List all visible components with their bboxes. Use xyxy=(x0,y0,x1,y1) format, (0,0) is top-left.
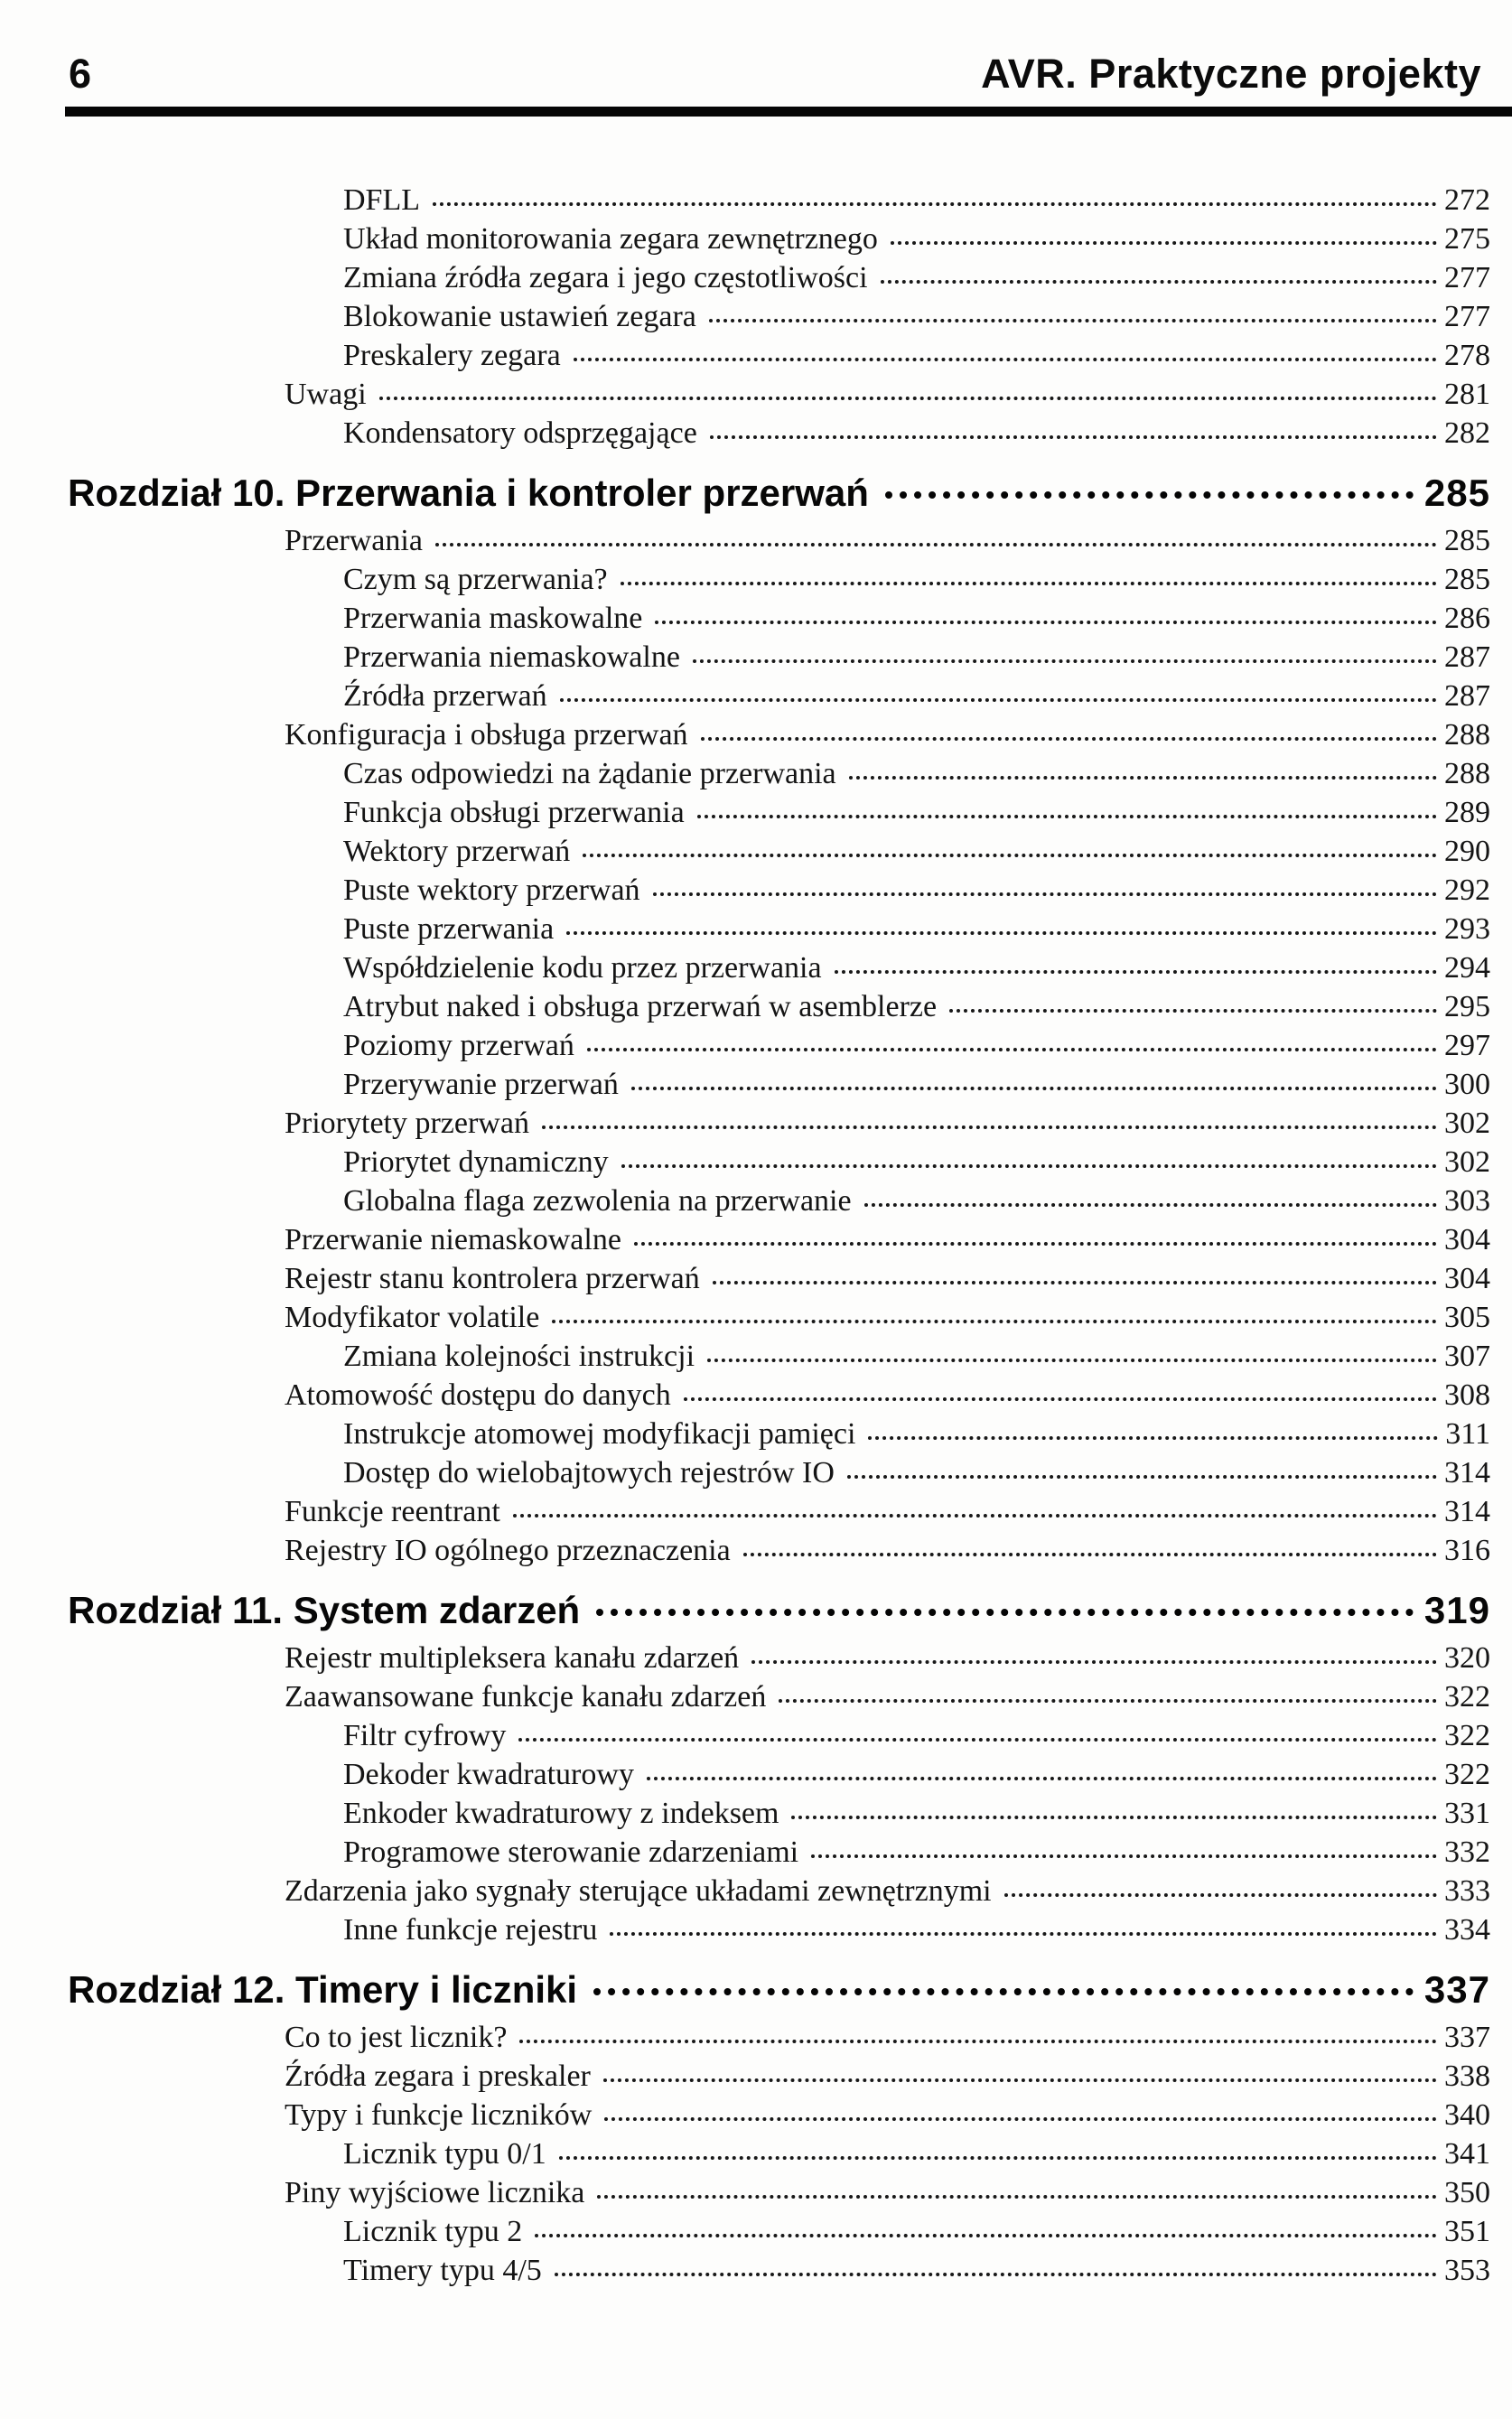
entry-title: Przerwania niemaskowalne xyxy=(343,640,680,674)
toc-entry-row xyxy=(0,2212,1490,2251)
toc-entry-row xyxy=(0,1181,1490,1220)
entry-page-number: 277 xyxy=(1444,261,1490,294)
entry-title: Globalna flaga zezwolenia na przerwanie xyxy=(343,1184,852,1218)
toc-entry-row xyxy=(0,832,1490,871)
entry-page-number: 337 xyxy=(1444,2021,1490,2054)
entry-title: Instrukcje atomowej modyfikacji pamięci xyxy=(343,1417,856,1451)
table-of-contents xyxy=(0,181,1490,2290)
toc-entry-row xyxy=(0,1492,1490,1531)
entry-title: Czas odpowiedzi na żądanie przerwania xyxy=(343,757,836,790)
entry-page-number: 285 xyxy=(1444,524,1490,557)
entry-page-number: 285 xyxy=(1444,563,1490,596)
dot-leader xyxy=(847,1475,1437,1479)
toc-entry-row xyxy=(0,2251,1490,2290)
toc-entry-row xyxy=(0,987,1490,1026)
toc-entry-row xyxy=(0,560,1490,599)
toc-entry-row xyxy=(0,677,1490,715)
dot-leader xyxy=(519,2040,1437,2043)
entry-title: Modyfikator volatile xyxy=(285,1301,540,1334)
dot-leader xyxy=(713,1281,1437,1284)
entry-page-number: 278 xyxy=(1444,339,1490,372)
toc-entry-row xyxy=(0,2057,1490,2096)
dot-leader xyxy=(811,1854,1437,1858)
dot-leader xyxy=(555,2273,1437,2276)
entry-title: Preskalery zegara xyxy=(343,339,561,372)
entry-title: Typy i funkcje liczników xyxy=(285,2098,593,2132)
toc-entry-row xyxy=(0,1453,1490,1492)
entry-title: Czym są przerwania? xyxy=(343,563,608,596)
toc-entry-row xyxy=(0,871,1490,910)
entry-page-number: 311 xyxy=(1445,1417,1490,1451)
toc-entry-row xyxy=(0,1143,1490,1181)
entry-title: Źródła zegara i preskaler xyxy=(285,2059,591,2093)
entry-title: Uwagi xyxy=(285,378,367,411)
entry-title: Timery typu 4/5 xyxy=(343,2254,542,2287)
page-header xyxy=(69,51,1481,98)
entry-page-number: 314 xyxy=(1444,1495,1490,1528)
toc-entry-row xyxy=(0,1104,1490,1143)
entry-page-number: 292 xyxy=(1444,873,1490,907)
toc-entry-row xyxy=(0,1677,1490,1716)
entry-title: Inne funkcje rejestru xyxy=(343,1913,598,1947)
entry-page-number: 340 xyxy=(1444,2098,1490,2132)
dot-leader xyxy=(710,435,1437,439)
entry-page-number: 316 xyxy=(1444,1534,1490,1567)
toc-entry-row xyxy=(0,793,1490,832)
dot-leader xyxy=(631,1087,1437,1090)
toc-chapter-row xyxy=(0,1590,1490,1631)
dot-leader xyxy=(552,1320,1437,1323)
dot-leader xyxy=(596,1609,1414,1616)
chapter-title: Rozdział 12. Timery i liczniki xyxy=(68,1968,578,2011)
toc-entry-row xyxy=(0,1794,1490,1833)
entry-page-number: 302 xyxy=(1444,1145,1490,1179)
entry-title: Licznik typu 0/1 xyxy=(343,2137,546,2171)
entry-page-number: 277 xyxy=(1444,300,1490,333)
toc-entry-row xyxy=(0,599,1490,638)
entry-page-number: 332 xyxy=(1444,1835,1490,1869)
toc-entry-row xyxy=(0,1755,1490,1794)
entry-title: Atomowość dostępu do danych xyxy=(285,1378,671,1412)
toc-entry-row xyxy=(0,258,1490,297)
dot-leader xyxy=(604,2117,1437,2121)
toc-entry-row xyxy=(0,1833,1490,1872)
toc-entry-row xyxy=(0,1872,1490,1910)
header-rule xyxy=(65,107,1512,117)
dot-leader xyxy=(597,2195,1437,2199)
dot-leader xyxy=(864,1203,1437,1207)
entry-page-number: 331 xyxy=(1444,1797,1490,1830)
chapter-title: Rozdział 10. Przerwania i kontroler przerwań xyxy=(68,472,869,514)
entry-title: Funkcja obsługi przerwania xyxy=(343,796,685,829)
entry-title: Enkoder kwadraturowy z indeksem xyxy=(343,1797,779,1830)
entry-page-number: 303 xyxy=(1444,1184,1490,1218)
toc-entry-row xyxy=(0,1298,1490,1337)
dot-leader xyxy=(603,2078,1437,2082)
dot-leader xyxy=(647,1777,1437,1780)
entry-page-number: 281 xyxy=(1444,378,1490,411)
entry-page-number: 341 xyxy=(1444,2137,1490,2171)
entry-title: Zmiana kolejności instrukcji xyxy=(343,1340,695,1373)
dot-leader xyxy=(891,241,1437,245)
toc-entry-row xyxy=(0,1716,1490,1755)
entry-title: Atrybut naked i obsługa przerwań w asemblerze xyxy=(343,990,938,1023)
dot-leader xyxy=(518,1738,1437,1742)
entry-title: Konfiguracja i obsługa przerwań xyxy=(285,718,688,752)
entry-page-number: 288 xyxy=(1444,757,1490,790)
entry-page-number: 307 xyxy=(1444,1340,1490,1373)
entry-title: Zaawansowane funkcje kanału zdarzeń xyxy=(285,1680,767,1714)
entry-page-number: 290 xyxy=(1444,835,1490,868)
dot-leader xyxy=(751,1660,1437,1664)
dot-leader xyxy=(701,737,1437,741)
entry-title: Współdzielenie kodu przez przerwania xyxy=(343,951,822,985)
dot-leader xyxy=(849,776,1437,780)
entry-title: DFLL xyxy=(343,183,420,217)
toc-chapter-row xyxy=(0,472,1490,514)
entry-title: Przerwania xyxy=(285,524,423,557)
dot-leader xyxy=(610,1932,1437,1936)
entry-page-number: 282 xyxy=(1444,416,1490,450)
entry-title: Przerwania maskowalne xyxy=(343,602,643,635)
dot-leader xyxy=(560,698,1437,702)
entry-title: Priorytet dynamiczny xyxy=(343,1145,609,1179)
dot-leader xyxy=(621,1164,1437,1168)
toc-entry-row xyxy=(0,2018,1490,2057)
dot-leader xyxy=(542,1125,1437,1129)
chapter-page-number: 337 xyxy=(1423,1968,1490,2011)
entry-title: Filtr cyfrowy xyxy=(343,1719,507,1752)
dot-leader xyxy=(566,931,1437,935)
toc-entry-row xyxy=(0,754,1490,793)
dot-leader xyxy=(697,815,1437,818)
chapter-title: Rozdział 11. System zdarzeń xyxy=(68,1589,581,1631)
entry-page-number: 350 xyxy=(1444,2176,1490,2209)
entry-title: Rejestry IO ogólnego przeznaczenia xyxy=(285,1534,731,1567)
dot-leader xyxy=(435,543,1437,546)
toc-entry-row xyxy=(0,2173,1490,2212)
dot-leader xyxy=(885,491,1414,499)
entry-page-number: 295 xyxy=(1444,990,1490,1023)
entry-title: Funkcje reentrant xyxy=(285,1495,500,1528)
entry-page-number: 333 xyxy=(1444,1874,1490,1908)
entry-title: Piny wyjściowe licznika xyxy=(285,2176,585,2209)
toc-entry-row xyxy=(0,1376,1490,1415)
entry-page-number: 320 xyxy=(1444,1641,1490,1675)
entry-page-number: 293 xyxy=(1444,912,1490,946)
dot-leader xyxy=(868,1436,1438,1440)
toc-entry-row xyxy=(0,948,1490,987)
dot-leader xyxy=(684,1397,1437,1401)
toc-entry-row xyxy=(0,910,1490,948)
toc-entry-row xyxy=(0,1259,1490,1298)
dot-leader xyxy=(949,1009,1437,1013)
toc-entry-row xyxy=(0,1531,1490,1570)
dot-leader xyxy=(379,397,1437,400)
toc-entry-row xyxy=(0,1220,1490,1259)
entry-page-number: 308 xyxy=(1444,1378,1490,1412)
dot-leader xyxy=(791,1816,1437,1819)
toc-entry-row xyxy=(0,1065,1490,1104)
entry-page-number: 300 xyxy=(1444,1068,1490,1101)
entry-page-number: 305 xyxy=(1444,1301,1490,1334)
toc-entry-row xyxy=(0,715,1490,754)
entry-page-number: 322 xyxy=(1444,1758,1490,1791)
toc-entry-row xyxy=(0,414,1490,453)
entry-title: Przerywanie przerwań xyxy=(343,1068,619,1101)
toc-entry-row xyxy=(0,1026,1490,1065)
entry-title: Przerwanie niemaskowalne xyxy=(285,1223,621,1256)
toc-entry-row xyxy=(0,2096,1490,2134)
toc-entry-row xyxy=(0,336,1490,375)
page-number: 6 xyxy=(69,51,92,97)
entry-page-number: 353 xyxy=(1444,2254,1490,2287)
entry-page-number: 287 xyxy=(1444,679,1490,713)
entry-page-number: 304 xyxy=(1444,1223,1490,1256)
entry-page-number: 314 xyxy=(1444,1456,1490,1490)
dot-leader xyxy=(653,892,1437,896)
toc-entry-row xyxy=(0,375,1490,414)
toc-entry-row xyxy=(0,1639,1490,1677)
toc-entry-row xyxy=(0,2134,1490,2173)
entry-title: Programowe sterowanie zdarzeniami xyxy=(343,1835,799,1869)
entry-page-number: 334 xyxy=(1444,1913,1490,1947)
entry-title: Dostęp do wielobajtowych rejestrów IO xyxy=(343,1456,835,1490)
entry-page-number: 322 xyxy=(1444,1680,1490,1714)
dot-leader xyxy=(513,1514,1437,1518)
dot-leader xyxy=(574,358,1437,361)
entry-title: Źródła przerwań xyxy=(343,679,547,713)
dot-leader xyxy=(433,202,1437,206)
entry-title: Priorytety przerwań xyxy=(285,1107,529,1140)
dot-leader xyxy=(779,1699,1437,1703)
entry-title: Co to jest licznik? xyxy=(285,2021,508,2054)
dot-leader xyxy=(655,621,1437,624)
toc-entry-row xyxy=(0,1415,1490,1453)
entry-title: Licznik typu 2 xyxy=(343,2215,523,2248)
toc-entry-row xyxy=(0,521,1490,560)
entry-title: Blokowanie ustawień zegara xyxy=(343,300,696,333)
entry-page-number: 322 xyxy=(1444,1719,1490,1752)
toc-entry-row xyxy=(0,219,1490,258)
toc-entry-row xyxy=(0,297,1490,336)
entry-page-number: 304 xyxy=(1444,1262,1490,1295)
dot-leader xyxy=(709,319,1437,322)
dot-leader xyxy=(559,2156,1437,2160)
book-title: AVR. Praktyczne projekty xyxy=(981,51,1481,97)
entry-page-number: 302 xyxy=(1444,1107,1490,1140)
entry-page-number: 289 xyxy=(1444,796,1490,829)
dot-leader xyxy=(583,854,1437,857)
dot-leader xyxy=(743,1553,1437,1556)
entry-page-number: 286 xyxy=(1444,602,1490,635)
toc-chapter-row xyxy=(0,1969,1490,2011)
chapter-page-number: 319 xyxy=(1423,1589,1490,1631)
dot-leader xyxy=(593,1988,1414,1995)
toc-entry-row xyxy=(0,1910,1490,1949)
entry-title: Puste wektory przerwań xyxy=(343,873,640,907)
dot-leader xyxy=(693,659,1437,663)
entry-title: Wektory przerwań xyxy=(343,835,571,868)
entry-title: Kondensatory odsprzęgające xyxy=(343,416,697,450)
toc-entry-row xyxy=(0,1337,1490,1376)
entry-page-number: 338 xyxy=(1444,2059,1490,2093)
entry-page-number: 294 xyxy=(1444,951,1490,985)
entry-title: Zdarzenia jako sygnały sterujące układami zewnętrznymi xyxy=(285,1874,992,1908)
entry-title: Rejestr stanu kontrolera przerwań xyxy=(285,1262,700,1295)
dot-leader xyxy=(535,2234,1437,2237)
entry-title: Zmiana źródła zegara i jego częstotliwości xyxy=(343,261,868,294)
dot-leader xyxy=(881,280,1437,284)
entry-title: Puste przerwania xyxy=(343,912,555,946)
entry-title: Układ monitorowania zegara zewnętrznego xyxy=(343,222,878,256)
entry-page-number: 272 xyxy=(1444,183,1490,217)
entry-page-number: 287 xyxy=(1444,640,1490,674)
entry-title: Rejestr multipleksera kanału zdarzeń xyxy=(285,1641,740,1675)
entry-page-number: 275 xyxy=(1444,222,1490,256)
entry-page-number: 297 xyxy=(1444,1029,1490,1062)
chapter-page-number: 285 xyxy=(1423,472,1490,514)
dot-leader xyxy=(634,1242,1437,1246)
entry-title: Dekoder kwadraturowy xyxy=(343,1758,634,1791)
entry-title: Poziomy przerwań xyxy=(343,1029,574,1062)
toc-entry-row xyxy=(0,638,1490,677)
dot-leader xyxy=(1004,1893,1437,1897)
dot-leader xyxy=(707,1359,1437,1362)
entry-page-number: 351 xyxy=(1444,2215,1490,2248)
dot-leader xyxy=(587,1048,1437,1051)
dot-leader xyxy=(835,970,1437,974)
dot-leader xyxy=(621,582,1437,585)
entry-page-number: 288 xyxy=(1444,718,1490,752)
toc-entry-row xyxy=(0,181,1490,219)
